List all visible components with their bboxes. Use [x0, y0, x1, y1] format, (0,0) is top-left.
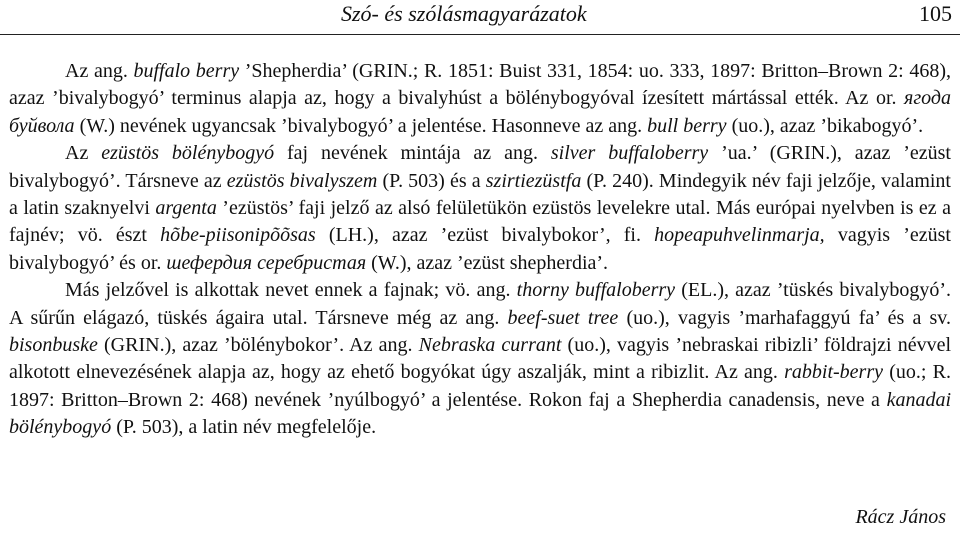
text-run: (P. 240). Mindegyik név faji jelzője, valamint a latin szaknyelvi — [9, 169, 951, 220]
paragraph-3 — [9, 277, 951, 441]
italic-term: bisonbuske — [9, 334, 98, 357]
paragraph-2 — [9, 140, 951, 277]
header-rule — [0, 34, 960, 35]
text-run: Az ang. — [65, 60, 134, 82]
italic-term: silver buffaloberry — [550, 142, 709, 165]
text-run: Az — [65, 142, 102, 165]
text-run: (W.) nevének ugyancsak ’bivalybogyó’ a jelentése. Hasonneve az ang. — [74, 114, 648, 137]
italic-term: Nebraska currant — [418, 334, 562, 357]
author-signature: Rácz János — [855, 506, 946, 528]
text-run: (LH.), azaz ’ezüst bivalybokor’, fi. — [315, 224, 655, 247]
italic-term: rabbit-berry — [784, 361, 884, 384]
text-run: ’ezüstös’ faji jelző az alsó felületükön ezüstös levelekre utal. Más európai nyelvben is ez a fajnév; vö. észt — [9, 197, 951, 247]
text-run: vagyis ’ezüst bivalybogyó’ és or. — [9, 224, 951, 274]
running-title: Szó- és szólásmagyarázatok — [341, 1, 587, 26]
paragraph-1 — [9, 58, 951, 140]
italic-term: bull berry — [647, 114, 727, 137]
text-run: ’Shepherdia’ (GRIN.; R. 1851: Buist 331, 1854: uo. 333, 1897: Britton–Brown 2: 468), azaz ’bivalybogyó’ terminus alapja az, hogy a bivalyhúst a bölénybogyóval ízesített mártással ették. Az or. — [9, 60, 951, 110]
italic-term: ezüstös bivalyszem — [226, 169, 378, 192]
italic-term: hopeapuhvelinmarja, — [654, 224, 825, 247]
italic-term: kanadai bölénybogyó — [9, 388, 951, 439]
italic-term: buffalo berry — [133, 60, 240, 82]
text-run: (EL.), azaz ’tüskés bivalybogyó’. A sűrűn elágazó, tüskés ágaira utal. Társneve még az ang. — [9, 279, 951, 329]
text-run: (uo.), azaz ’bikabogyó’. — [726, 114, 924, 137]
italic-term: hõbe-piisonipõõsas — [160, 224, 316, 247]
italic-term: beef-suet tree — [507, 306, 619, 329]
text-run: (P. 503) és a — [377, 169, 486, 192]
text-run: Más jelzővel is alkottak nevet ennek a fajnak; vö. ang. — [65, 279, 517, 302]
italic-term: ягода буйвола — [9, 87, 951, 137]
text-run: (W.), azaz ’ezüst shepherdia’. — [366, 251, 609, 274]
italic-term: ezüstös bölénybogyó — [101, 142, 275, 165]
text-run: (GRIN.), azaz ’bölénybokor’. Az ang. — [97, 334, 419, 357]
italic-term: argenta — [155, 197, 217, 220]
text-run: (uo.), vagyis ’nebraskai ribizli’ földrajzi névvel alkotott elnevezésének alapja az, hogy az ehető bogyókat úgy aszalják, mint a ribizlit. Az ang. — [9, 334, 952, 384]
page-number: 105 — [919, 1, 952, 26]
text-run: ’ua.’ (GRIN.), azaz ’ezüst bivalybogyó’. Társneve az — [9, 142, 951, 192]
text-run: faj nevének mintája az ang. — [274, 142, 551, 165]
italic-term: szirtiezüstfa — [485, 169, 582, 192]
text-run: (uo.), vagyis ’marhafaggyú fa’ és a sv. — [618, 306, 951, 329]
article-body — [9, 58, 951, 442]
text-run: (uo.; R. 1897: Britton–Brown 2: 468) nevének ’nyúlbogyó’ a jelentése. Rokon faj a Shepherdia canadensis, neve a — [9, 361, 951, 411]
italic-term: шефердия серебристая — [166, 251, 367, 274]
text-run: (P. 503), a latin név megfelelője. — [111, 416, 377, 439]
italic-term: thorny buffaloberry — [516, 279, 676, 302]
